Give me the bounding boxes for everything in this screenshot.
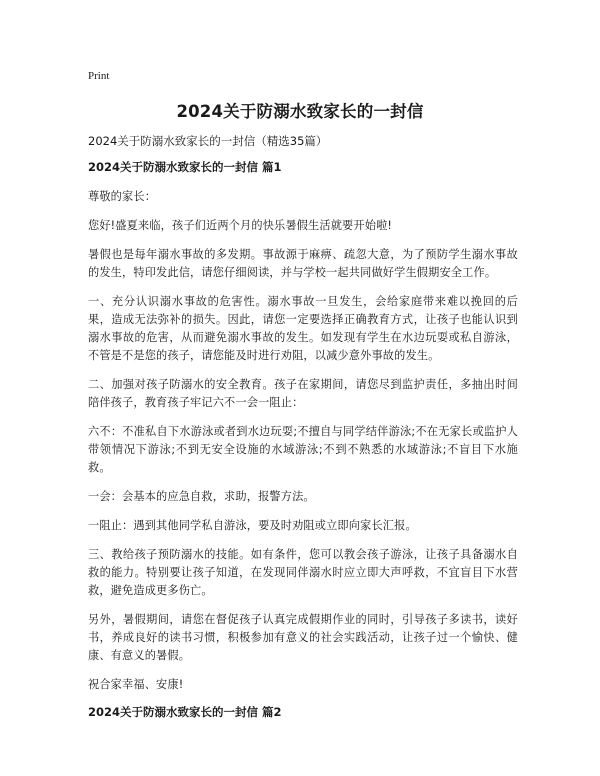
document-subtitle: 2024关于防溺水致家长的一封信（精选35篇） [88, 134, 328, 148]
closing-advice-paragraph: 另外，暑假期间，请您在督促孩子认真完成假期作业的同时，引导孩子多读书，读好书，养成良好的读书习惯，积极参加有意义的社会实践活动，让孩子过一个愉快、健康、有意义的暑假。 [88, 613, 518, 662]
point-one-paragraph: 一、充分认识溺水事故的危害性。溺水事故一旦发生，会给家庭带来难以挽回的后果，造成无法弥补的损失。因此，请您一定要选择正确教育方式，让孩子也能认识到溺水事故的危害，从而避免溺水事故的发生。如发现有学生在水边玩耍或私自游泳，不管是不是您的孩子，请您能及时进行劝阻，以减少意外事故的发生。 [88, 295, 518, 362]
salutation: 尊敬的家长： [88, 190, 157, 203]
one-can-paragraph: 一会：会基本的应急自救，求助，报警方法。 [88, 490, 315, 503]
section-title-1: 2024关于防溺水致家长的一封信 篇1 [88, 160, 282, 174]
blessing-paragraph: 祝合家幸福、安康! [88, 678, 184, 691]
print-link[interactable]: Print [88, 70, 110, 82]
six-dont-paragraph: 六不：不准私自下水游泳或者到水边玩耍;不擅自与同学结伴游泳;不在无家长或监护人带领情况下游泳;不到无安全设施的水域游泳;不到不熟悉的水域游泳;不盲目下水施救。 [88, 425, 518, 474]
page-title: 2024关于防溺水致家长的一封信 [176, 102, 424, 121]
section-title-2: 2024关于防溺水致家长的一封信 篇2 [88, 705, 282, 719]
one-stop-paragraph: 一阻止：遇到其他同学私自游泳，要及时劝阻或立即向家长汇报。 [88, 519, 417, 532]
point-two-paragraph: 二、加强对孩子防溺水的安全教育。孩子在家期间，请您尽到监护责任，多抽出时间陪伴孩子，教育孩子牢记六不一会一阻止： [88, 378, 518, 409]
greeting-paragraph: 您好!盛夏来临，孩子们近两个月的快乐暑假生活就要开始啦! [88, 219, 393, 232]
intro-paragraph: 暑假也是每年溺水事故的多发期。事故源于麻痹、疏忽大意，为了预防学生溺水事故的发生，特印发此信，请您仔细阅读，并与学校一起共同做好学生假期安全工作。 [88, 248, 518, 279]
document-body [88, 159, 518, 733]
point-three-paragraph: 三、教给孩子预防溺水的技能。如有条件，您可以教会孩子游泳，让孩子具备溺水自救的能力。特别要让孩子知道，在发现同伴溺水时应立即大声呼救，不宜盲目下水营救，避免造成更多伤亡。 [88, 548, 518, 597]
